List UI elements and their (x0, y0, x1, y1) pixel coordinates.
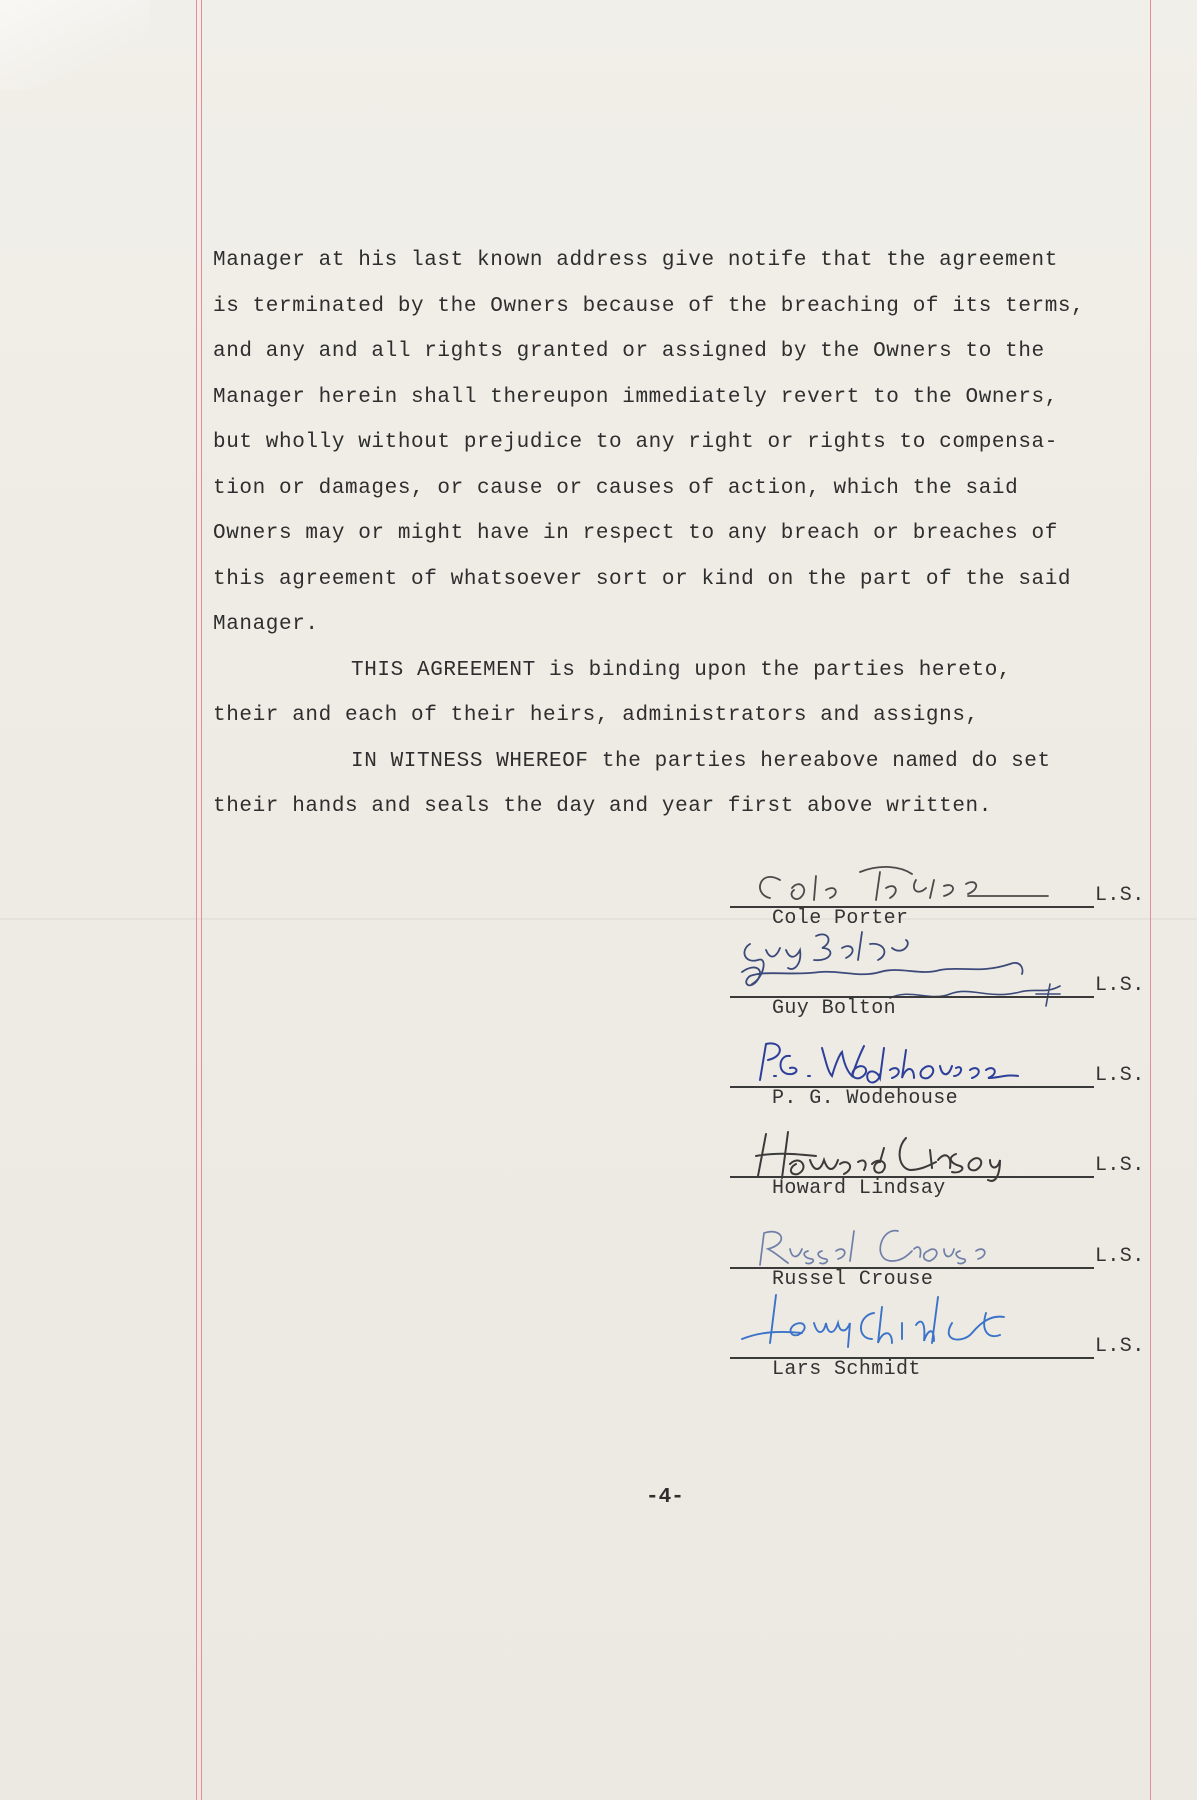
text-line: Manager. (213, 613, 319, 636)
signatory-name: Guy Bolton (772, 997, 897, 1020)
signatory-name: Lars Schmidt (772, 1358, 921, 1381)
signature-block-lars-schmidt (730, 1313, 1150, 1393)
handwritten-signature (730, 1273, 1100, 1369)
page-number: -4- (646, 1486, 684, 1509)
seal-mark: L.S. (1095, 1245, 1145, 1268)
seal-mark: L.S. (1095, 1064, 1145, 1087)
paper-corner-fold (0, 0, 150, 90)
text-line: THIS AGREEMENT is binding upon the parties hereto, (351, 658, 1012, 682)
left-margin-rule (196, 0, 197, 1800)
seal-mark: L.S. (1095, 884, 1145, 907)
text-line: their and each of their heirs, administrators and assigns, (213, 704, 979, 727)
text-line: IN WITNESS WHEREOF the parties hereabove named do set (351, 749, 1051, 773)
text-line: tion or damages, or cause or causes of action, which the said (213, 476, 1019, 500)
seal-mark: L.S. (1095, 974, 1145, 997)
text-line: Owners may or might have in respect to any breach or breaches of (213, 522, 1058, 545)
text-line: is terminated by the Owners because of the breaching of its terms, (213, 294, 1085, 318)
signatory-name: P. G. Wodehouse (772, 1087, 959, 1110)
agreement-text (213, 238, 1153, 830)
text-line: and any and all rights granted or assigned by the Owners to the (213, 340, 1045, 363)
signature-block-guy-bolton (730, 952, 1150, 1032)
text-line: their hands and seals the day and year first above written. (213, 795, 992, 818)
signatory-name: Howard Lindsay (772, 1177, 946, 1200)
signatory-name: Russel Crouse (772, 1268, 934, 1291)
text-line: but wholly without prejudice to any right or rights to compensa- (213, 431, 1058, 454)
signature-block-howard-lindsay (730, 1132, 1150, 1212)
text-line: this agreement of whatsoever sort or kind on the part of the said (213, 567, 1072, 591)
seal-mark: L.S. (1095, 1335, 1145, 1358)
left-margin-rule-inner (201, 0, 202, 1800)
signatory-name: Cole Porter (772, 907, 909, 930)
seal-mark: L.S. (1095, 1154, 1145, 1177)
signature-block-pg-wodehouse (730, 1042, 1150, 1122)
text-line: Manager at his last known address give notife that the agreement (213, 249, 1058, 272)
text-line: Manager herein shall thereupon immediately revert to the Owners, (213, 385, 1058, 409)
